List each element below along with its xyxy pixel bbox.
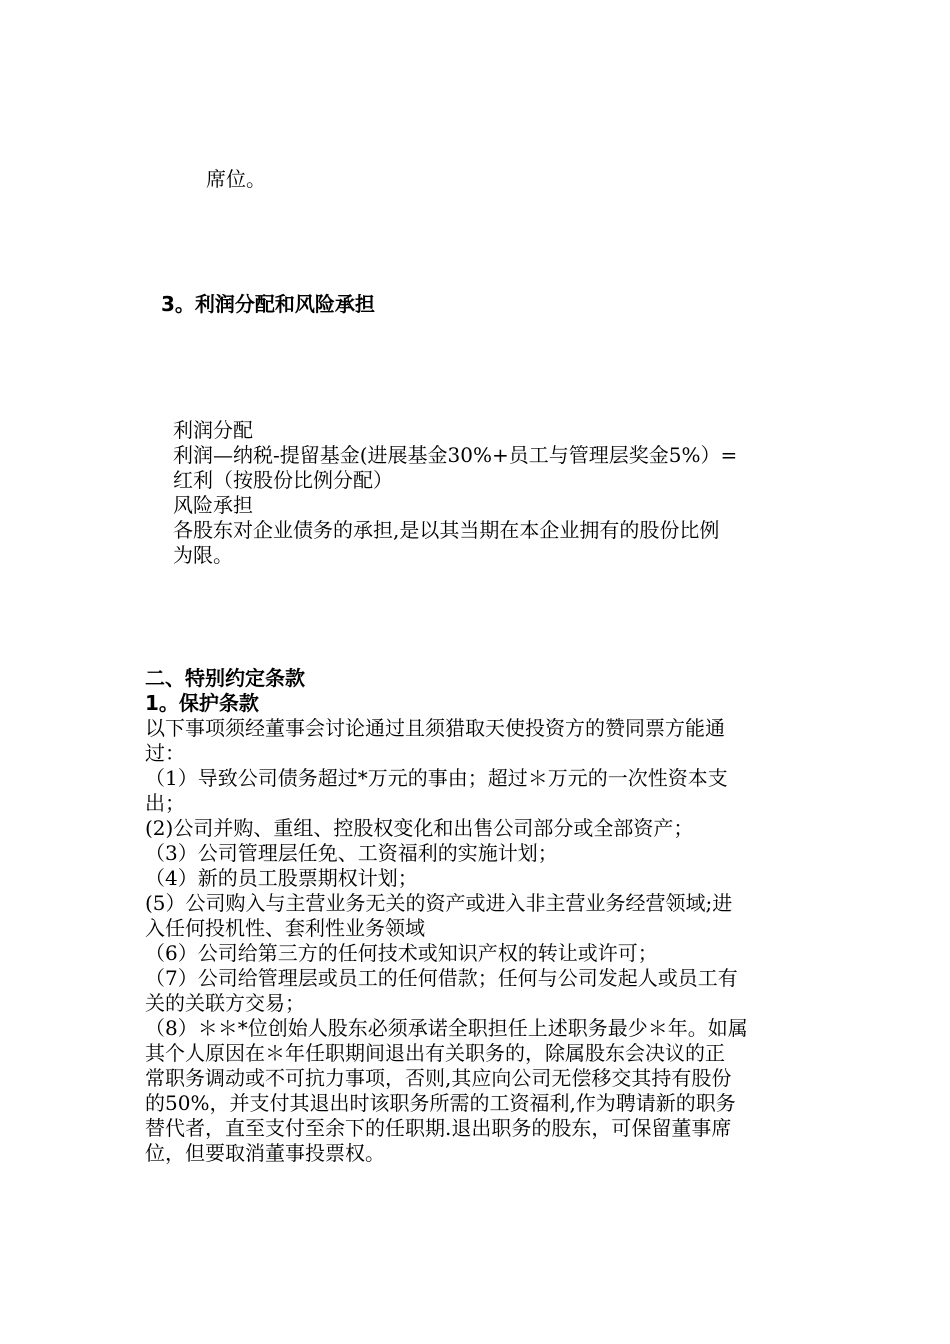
paragraph-line: 的50%，并支付其退出时该职务所需的工资福利,作为聘请新的职务 [145, 1091, 736, 1115]
paragraph-line: 风险承担 [173, 493, 253, 517]
paragraph-line: （8）＊＊*位创始人股东必须承诺全职担任上述职务最少＊年。如属 [145, 1016, 748, 1040]
paragraph-line: 替代者，直至支付至余下的任职期.退出职务的股东，可保留董事席 [145, 1116, 732, 1140]
paragraph-line: 其个人原因在＊年任职期间退出有关职务的，除属股东会决议的正 [145, 1041, 725, 1065]
paragraph-line: （3）公司管理层任免、工资福利的实施计划； [145, 841, 558, 865]
paragraph-line: (2)公司并购、重组、控股权变化和出售公司部分或全部资产； [145, 816, 694, 840]
paragraph-line: 常职务调动或不可抗力事项，否则,其应向公司无偿移交其持有股份 [145, 1066, 732, 1090]
paragraph-line: 过： [145, 741, 185, 765]
continuation-text [206, 167, 266, 192]
paragraph-line: 以下事项须经董事会讨论通过且须猎取天使投资方的赞同票方能通 [145, 716, 725, 740]
section-heading [161, 292, 375, 317]
paragraph-line: （6）公司给第三方的任何技术或知识产权的转让或许可； [145, 941, 658, 965]
special-terms-heading: 二、特别约定条款 [145, 666, 305, 690]
paragraph-line: 入任何投机性、套利性业务领域 [145, 916, 425, 940]
paragraph-line: 各股东对企业债务的承担,是以其当期在本企业拥有的股份比例 [173, 518, 720, 542]
paragraph-line: 利润—纳税-提留基金(进展基金30%+员工与管理层奖金5%）= [173, 443, 738, 467]
paragraph-line: 为限。 [173, 543, 233, 567]
paragraph-line: （7）公司给管理层或员工的任何借款；任何与公司发起人或员工有 [145, 966, 738, 990]
paragraph-line: 红利（按股份比例分配） [173, 468, 393, 492]
paragraph-line: 利润分配 [173, 418, 253, 442]
paragraph-line: 关的关联方交易； [145, 991, 305, 1015]
paragraph-line: 位，但要取消董事投票权。 [145, 1141, 385, 1165]
special-terms-section [145, 666, 748, 1166]
paragraph-line: 席位。 [206, 167, 266, 191]
protection-clause-heading: 1。保护条款 [145, 691, 259, 715]
paragraph-line: （1）导致公司债务超过*万元的事由；超过＊万元的一次性资本支 [145, 766, 728, 790]
paragraph-line: (5）公司购入与主营业务无关的资产或进入非主营业务经营领域;进 [145, 891, 733, 915]
paragraph-line: （4）新的员工股票期权计划； [145, 866, 418, 890]
section-3-title: 3。利润分配和风险承担 [161, 292, 375, 316]
profit-distribution-paragraph [173, 418, 737, 568]
paragraph-line: 出； [145, 791, 185, 815]
